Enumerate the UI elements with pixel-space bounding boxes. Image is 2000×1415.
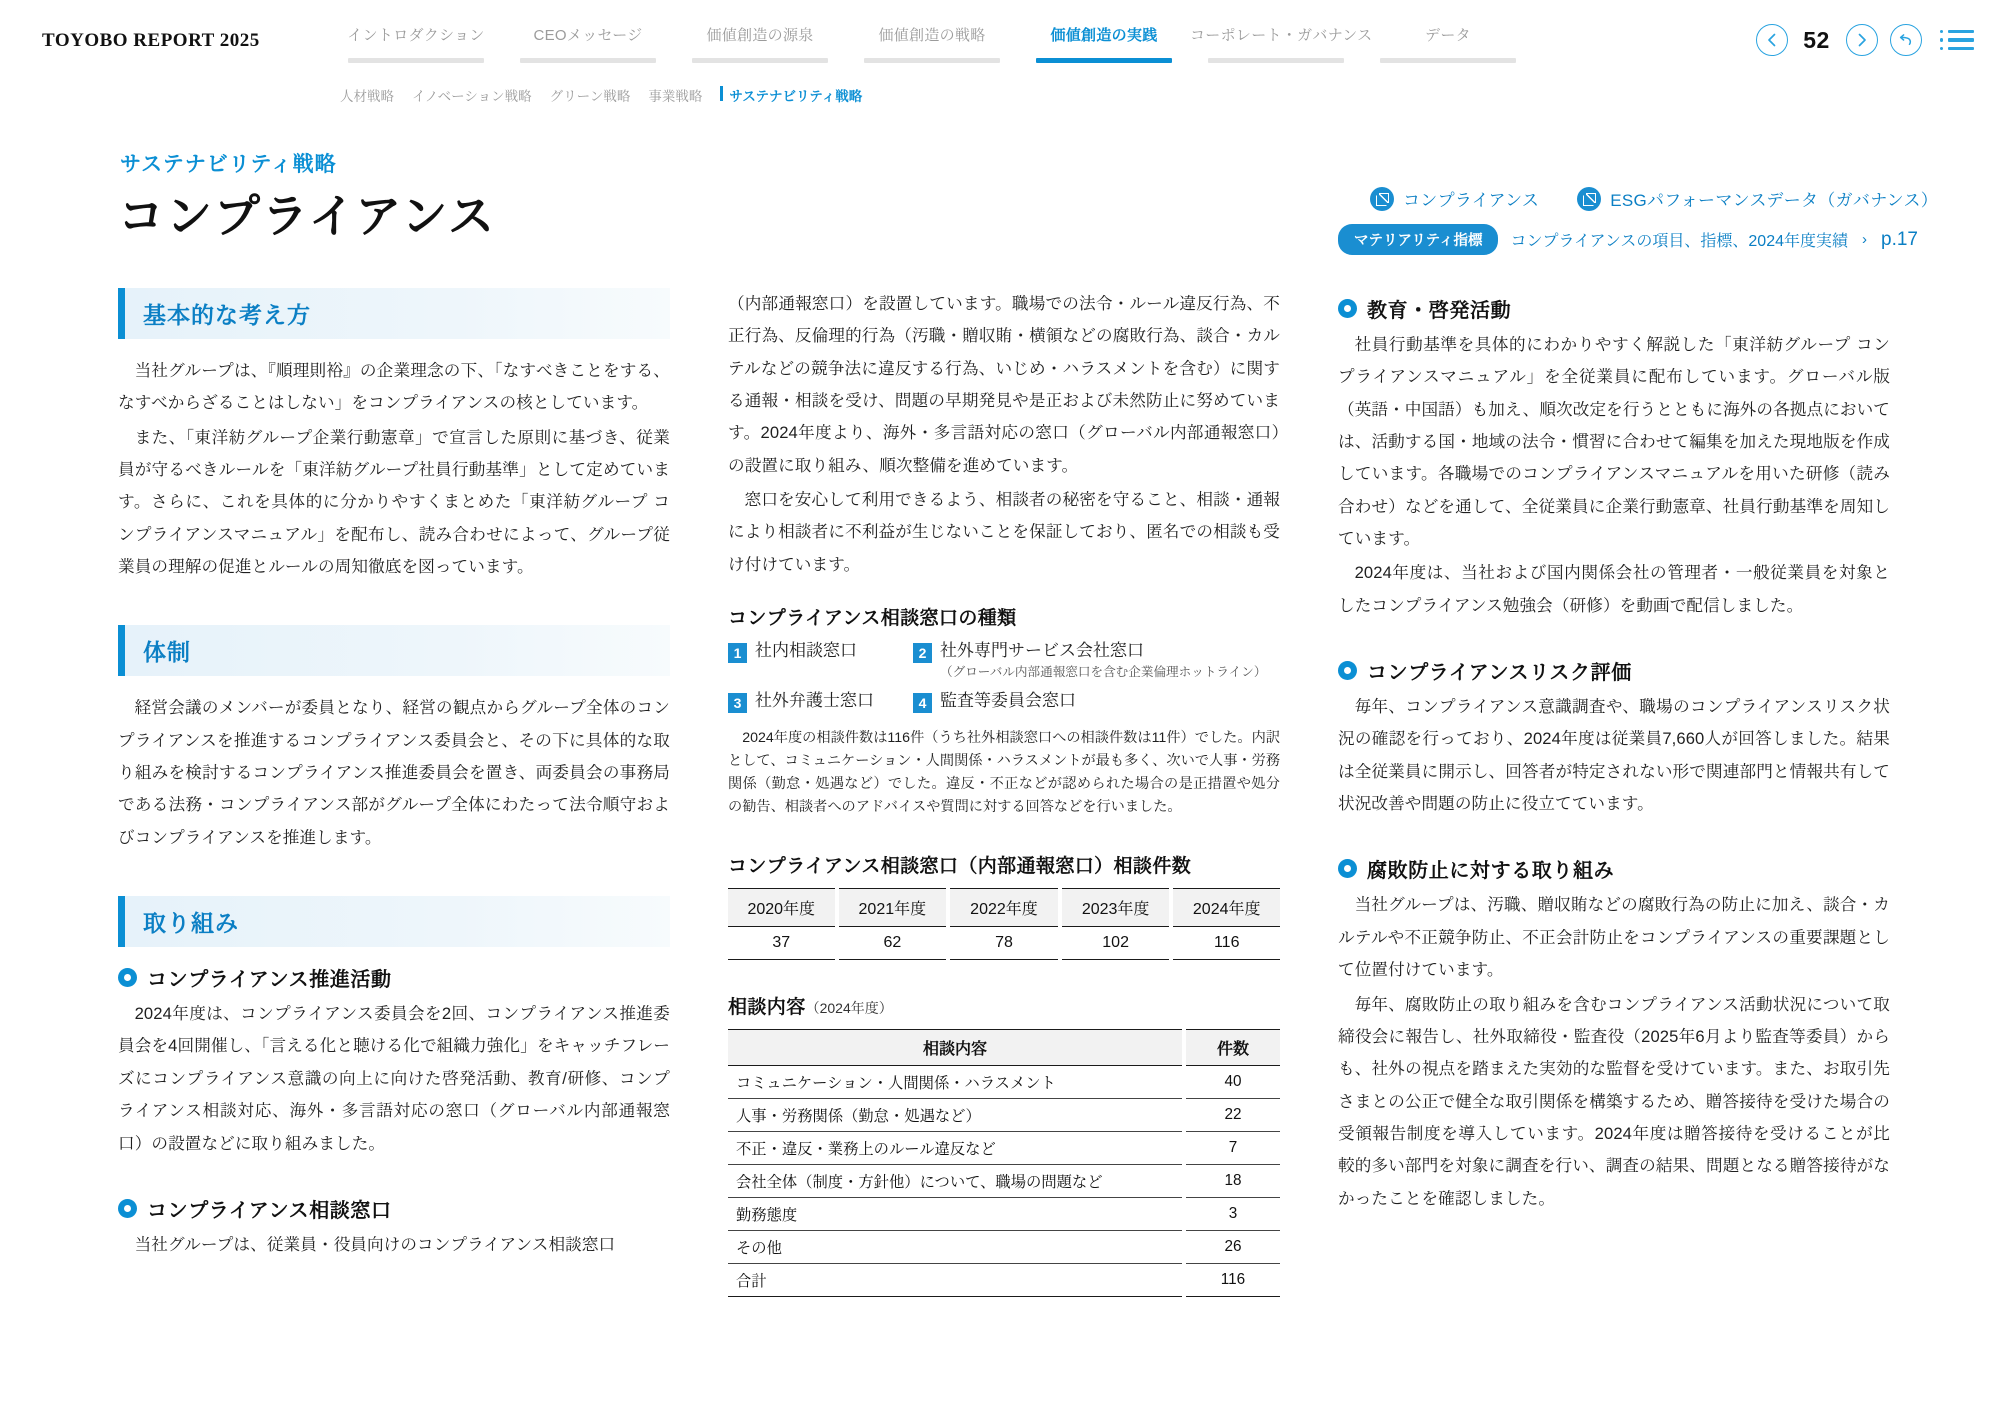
related-link-label-1: ESGパフォーマンスデータ（ガバナンス） — [1610, 191, 1939, 210]
nav-underline-2 — [692, 58, 828, 63]
section-title: 基本的な考え方 — [143, 302, 311, 328]
table-cell: 116 — [1171, 927, 1280, 960]
brand-title: TOYOBO REPORT 2025 — [42, 30, 260, 51]
table-header-cell: 2022年度 — [948, 889, 1060, 927]
chevron-right-icon — [1856, 33, 1868, 47]
subsection-title-helpdesk-types: コンプライアンス相談窓口の種類 — [728, 608, 1017, 630]
helpdesk-type-item-4 — [913, 690, 1280, 713]
nav-item-4[interactable] — [1018, 24, 1190, 63]
table-cell: 62 — [837, 927, 949, 960]
subnav-item-2[interactable]: グリーン戦略 — [549, 89, 631, 104]
list-menu-icon[interactable] — [1940, 30, 1975, 51]
paragraph: （内部通報窓口）を設置しています。職場での法令・ルール違反行為、不正行為、反倫理的行為（汚職・贈収賄・横領などの腐敗行為、談合・カルテルなどの競争法に違反する行為、いじめ・ハラスメントを含む）に関する通報・相談を受け、問題の早期発見や是正および未然防止に努めています。2024年度より、海外・多言語対応の窓口（グローバル内部通報窓口）の設置に取り組み、順次整備を進めています。 — [728, 294, 1280, 475]
column-right — [1338, 288, 1890, 1217]
table-title-yearly-counts: コンプライアンス相談窓口（内部通報窓口）相談件数 — [728, 856, 1192, 878]
nav-item-6[interactable] — [1362, 24, 1534, 63]
table-row-total — [728, 1264, 1280, 1297]
table-cell-label: 会社全体（制度・方針他）について、職場の問題など — [728, 1165, 1184, 1198]
table-cell-count: 116 — [1184, 1264, 1280, 1297]
table-header-cell: 2023年度 — [1060, 889, 1172, 927]
subnav-item-4[interactable]: サステナビリティ戦略 — [720, 85, 862, 105]
table-row — [728, 1165, 1280, 1198]
table-row — [728, 1099, 1280, 1132]
page-eyebrow: サステナビリティ戦略 — [120, 153, 337, 176]
nav-underline-1 — [520, 58, 656, 63]
table-header-row — [728, 1030, 1280, 1066]
paragraph: 当社グループは、従業員・役員向けのコンプライアンス相談窓口 — [134, 1234, 616, 1254]
helpdesk-type-item-2 — [913, 640, 1280, 681]
paragraph: 当社グループは、『順理則裕』の企業理念の下、「なすべきことをする、なすべからざることはしない」をコンプライアンスの核としています。 — [118, 361, 670, 413]
bullet-heading-helpdesk — [118, 1194, 670, 1223]
external-link-icon — [1577, 187, 1601, 211]
nav-underline-4 — [1036, 58, 1172, 63]
back-button[interactable] — [1890, 24, 1922, 56]
bullet-heading-label: コンプライアンスリスク評価 — [1367, 662, 1632, 685]
table-header-cell: 件数 — [1184, 1030, 1280, 1066]
nav-item-3[interactable] — [846, 24, 1018, 63]
bullet-heading-anti-corruption — [1338, 854, 1890, 883]
table-header-row — [728, 889, 1280, 927]
table-header-cell: 2020年度 — [728, 889, 837, 927]
subnav-item-1[interactable]: イノベーション戦略 — [412, 89, 532, 104]
paragraph-consultation-summary: 2024年度の相談件数は116件（うち社外相談窓口への相談件数は11件）でした。内訳として、コミュニケーション・人間関係・ハラスメントが最も多く、次いで人事・労務関係（勤怠・処遇など）でした。違反・不正などが認められた場合の是正措置や処分の勧告、相談者へのアドバイスや質問に対する回答などを行いました。 — [728, 730, 1280, 816]
paragraph: 当社グループは、汚職、贈収賄などの腐敗行為の防止に加え、談合・カルテルや不正競争防止、不正会計防止をコンプライアンスの重要課題として位置付けています。 — [1338, 895, 1890, 980]
table-cell-count: 40 — [1184, 1066, 1280, 1099]
helpdesk-type-list — [728, 640, 1280, 713]
nav-item-1[interactable] — [502, 24, 674, 63]
menu-line-1 — [1940, 30, 1975, 34]
column-middle — [728, 288, 1280, 1297]
nav-label-4: 価値創造の実践 — [1050, 27, 1158, 44]
related-links[interactable] — [1370, 186, 1938, 211]
chevron-right-icon: › — [1862, 231, 1867, 248]
bullet-heading-label: コンプライアンス相談窓口 — [147, 1199, 392, 1222]
table-cell-label: 人事・労務関係（勤怠・処遇など） — [728, 1099, 1184, 1132]
paragraph: 2024年度は、当社および国内関係会社の管理者・一般従業員を対象としたコンプライアンス勉強会（研修）を動画で配信しました。 — [1338, 563, 1890, 615]
related-link-label-0: コンプライアンス — [1403, 191, 1540, 210]
nav-underline-5 — [1208, 58, 1344, 63]
number-badge-4: 4 — [913, 693, 932, 713]
subnav-item-0[interactable]: 人材戦略 — [340, 89, 394, 104]
ring-bullet-icon — [1338, 299, 1357, 318]
table-row — [728, 1132, 1280, 1165]
undo-arrow-icon — [1897, 32, 1914, 48]
paragraph: また、「東洋紡グループ企業行動憲章」で宣言した原則に基づき、従業員が守るべきルールを「東洋紡グループ社員行動基準」として定めています。さらに、これを具体的に分かりやすくまとめた「東洋紡グループ コンプライアンスマニュアル」を配布し、読み合わせによって、グループ従業員の理解の促進とルールの周知徹底を図っています。 — [118, 427, 670, 577]
bullet-heading-label: 腐敗防止に対する取り組み — [1367, 860, 1615, 883]
nav-item-5[interactable] — [1190, 24, 1373, 63]
menu-line-3 — [1940, 47, 1975, 51]
table-cell-count: 22 — [1184, 1099, 1280, 1132]
section-header-basic-policy — [118, 288, 670, 339]
paragraph: 2024年度は、コンプライアンス委員会を2回、コンプライアンス推進委員会を4回開催し、「言える化と聴ける化で組織力強化」をキャッチフレーズにコンプライアンス意識の向上に向けた啓発活動、教育/研修、コンプライアンス相談対応、海外・多言語対応の窓口（グローバル内部通報窓口）の設置などに取り組みました。 — [118, 1004, 670, 1153]
table-title-topics-text: 相談内容 — [728, 997, 806, 1019]
helpdesk-type-label-1: 社内相談窓口 — [755, 641, 857, 661]
nav-label-5: コーポレート・ガバナンス — [1190, 27, 1373, 44]
section-title: 体制 — [143, 639, 191, 666]
bullet-heading-risk-assessment — [1338, 656, 1890, 685]
page-number: 52 — [1803, 26, 1830, 53]
nav-label-3: 価値創造の戦略 — [878, 27, 986, 44]
helpdesk-type-item-3 — [728, 690, 913, 713]
page-title: コンプライアンス — [118, 190, 497, 242]
table-cell-count: 18 — [1184, 1165, 1280, 1198]
nav-underline-3 — [864, 58, 1000, 63]
bullet-heading-label: コンプライアンス推進活動 — [147, 969, 392, 992]
table-row — [728, 1066, 1280, 1099]
table-header-cell: 2024年度 — [1171, 889, 1280, 927]
materiality-text[interactable]: コンプライアンスの項目、指標、2024年度実績 — [1510, 233, 1848, 250]
section-title: 取り組み — [143, 910, 239, 937]
helpdesk-type-label-2 — [940, 640, 1266, 681]
table-title-topics — [728, 992, 1280, 1019]
nav-item-2[interactable] — [674, 24, 846, 63]
external-link-icon — [1370, 187, 1394, 211]
next-page-button[interactable] — [1846, 24, 1878, 56]
nav-label-2: 価値創造の源泉 — [706, 27, 814, 44]
bullet-heading-education — [1338, 294, 1890, 323]
menu-line-2 — [1940, 38, 1975, 42]
ring-bullet-icon — [1338, 661, 1357, 680]
sub-navigation[interactable] — [340, 85, 862, 105]
materiality-badge[interactable]: マテリアリティ指標 — [1338, 224, 1498, 255]
helpdesk-type-note-2: （グローバル内部通報窓口を含む企業倫理ホットライン） — [940, 665, 1267, 680]
nav-label-1: CEOメッセージ — [533, 27, 643, 44]
table-title-topics-note: （2024年度） — [805, 1000, 893, 1017]
materiality-page-ref[interactable]: p.17 — [1881, 228, 1918, 250]
table-cell: 78 — [948, 927, 1060, 960]
bullet-heading-promotion — [118, 963, 670, 992]
paragraph: 社員行動基準を具体的にわかりやすく解説した「東洋紡グループ コンプライアンスマニュアル」を全従業員に配布しています。グローバル版（英語・中国語）も加え、順次改定を行うとともに海外の各拠点においては、活動する国・地域の法令・慣習に合わせて編集を加えた現地版を作成しています。各職場でのコンプライアンスマニュアルを用いた研修（読み合わせ）などを通して、全従業員に企業行動憲章、社員行動基準を周知しています。 — [1338, 335, 1890, 549]
table-cell-count: 3 — [1184, 1198, 1280, 1231]
table-yearly-consultation-counts — [728, 888, 1280, 960]
nav-item-0[interactable] — [330, 24, 502, 63]
table-cell-label: コミュニケーション・人間関係・ハラスメント — [728, 1066, 1184, 1099]
table-cell-count: 26 — [1184, 1231, 1280, 1264]
paragraph: 窓口を安心して利用できるよう、相談者の秘密を守ること、相談・通報により相談者に不利益が生じないことを保証しており、匿名での相談も受け付けています。 — [728, 490, 1280, 574]
number-badge-1: 1 — [728, 643, 747, 663]
related-link-compliance[interactable] — [1370, 186, 1539, 211]
table-cell: 37 — [728, 927, 837, 960]
table-cell-label: その他 — [728, 1231, 1184, 1264]
column-left — [118, 288, 670, 1263]
bullet-heading-label: 教育・啓発活動 — [1367, 300, 1512, 322]
ring-bullet-icon — [1338, 859, 1357, 878]
helpdesk-type-label-text-2: 社外専門サービス会社窓口 — [940, 641, 1144, 661]
chevron-left-icon — [1766, 33, 1778, 47]
table-row — [728, 1231, 1280, 1264]
section-header-initiatives — [118, 896, 670, 947]
table-header-cell: 相談内容 — [728, 1030, 1184, 1066]
paragraph: 経営会議のメンバーが委員となり、経営の観点からグループ全体のコンプライアンスを推進するコンプライアンス委員会と、その下に具体的な取り組みを検討するコンプライアンス推進委員会を置き、両委員会の事務局である法務・コンプライアンス部がグループ全体にわたって法令順守およびコンプライアンスを推進します。 — [118, 698, 670, 847]
table-consultation-topics — [728, 1029, 1280, 1297]
table-cell-label: 合計 — [728, 1264, 1184, 1297]
prev-page-button[interactable] — [1756, 24, 1788, 56]
paragraph: 毎年、腐敗防止の取り組みを含むコンプライアンス活動状況について取締役会に報告し、社外取締役・監査役（2025年6月より監査等委員）からも、社外の視点を踏まえた実効的な監督を受けています。また、お取引先さまとの公正で健全な取引関係を構築するため、贈答接待を受けた場合の受領報告制度を導入しています。2024年度は贈答接待を受けることが比較的多い部門を対象に調査を行い、調査の結果、問題となる贈答接待がなかったことを確認しました。 — [1338, 994, 1890, 1208]
table-header-cell: 2021年度 — [837, 889, 949, 927]
header-controls[interactable] — [1756, 24, 1975, 56]
nav-underline-6 — [1380, 58, 1516, 63]
subnav-item-3[interactable]: 事業戦略 — [648, 89, 703, 104]
table-cell-label: 勤務態度 — [728, 1198, 1184, 1231]
ring-bullet-icon — [118, 968, 137, 987]
number-badge-3: 3 — [728, 693, 747, 713]
nav-underline-0 — [348, 58, 484, 63]
page-header — [0, 0, 2000, 104]
table-cell: 102 — [1060, 927, 1172, 960]
ring-bullet-icon — [118, 1199, 137, 1218]
helpdesk-type-label-3: 社外弁護士窓口 — [755, 691, 874, 711]
related-link-esg-data[interactable] — [1577, 186, 1938, 211]
nav-label-6: データ — [1425, 27, 1471, 44]
section-header-system — [118, 625, 670, 676]
main-navigation[interactable] — [330, 24, 1534, 63]
materiality-row[interactable] — [1338, 224, 1918, 255]
table-row — [728, 1198, 1280, 1231]
helpdesk-type-label-4: 監査等委員会窓口 — [940, 691, 1076, 711]
nav-label-0: イントロダクション — [347, 27, 485, 44]
paragraph: 毎年、コンプライアンス意識調査や、職場のコンプライアンスリスク状況の確認を行っており、2024年度は従業員7,660人が回答しました。結果は全従業員に開示し、回答者が特定されない形で関連部門と情報共有して状況改善や問題の防止に役立てています。 — [1338, 697, 1890, 814]
number-badge-2: 2 — [913, 643, 932, 663]
table-row — [728, 927, 1280, 960]
table-cell-label: 不正・違反・業務上のルール違反など — [728, 1132, 1184, 1165]
table-cell-count: 7 — [1184, 1132, 1280, 1165]
helpdesk-type-item-1 — [728, 640, 913, 681]
